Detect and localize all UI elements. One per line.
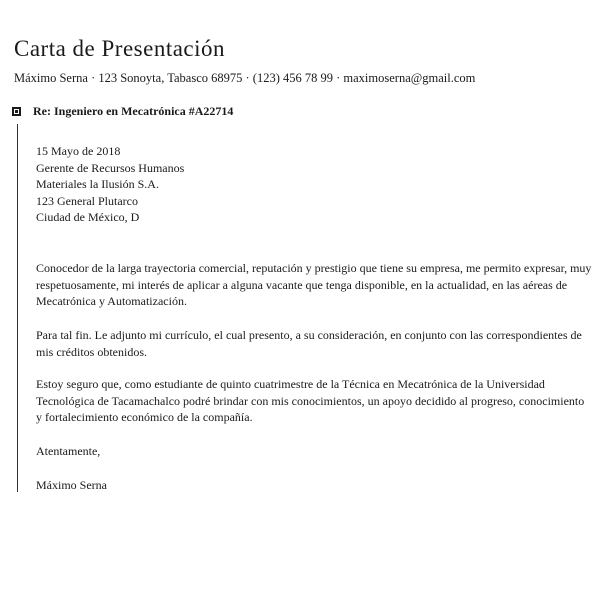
body-paragraph: Conocedor de la larga trayectoria comercial, reputación y prestigio que tiene su empresa, me permito expresar, muy respetuosamente, mi interés de aplicar a alguna vacante que tenga disponible, en la actualidad, en las aéreas de Mecatrónica y Automatización. — [36, 261, 592, 308]
recipient-street: 123 General Plutarco — [36, 193, 138, 208]
letter-date: 15 Mayo de 2018 — [36, 144, 121, 158]
closing: Atentamente, — [36, 444, 101, 458]
signature-name: Máximo Serna — [36, 478, 107, 492]
vertical-divider — [17, 124, 18, 492]
recipient-role: Gerente de Recursos Humanos — [36, 160, 185, 175]
contact-line: Máximo Serna · 123 Sonoyta, Tabasco 68975 · (123) 456 78 99 · maximoserna@gmail.com — [14, 71, 476, 85]
body-paragraph: Estoy seguro que, como estudiante de quinto cuatrimestre de la Técnica en Mecatrónica de la Universidad Tecnológica de Tacamachalco podré brindar con mis conocimientos, un apoyo decidido al progreso, conocimiento y fortalecimiento económico de la compañía. — [36, 377, 585, 424]
subject-line: Re: Ingeniero en Mecatrónica #A22714 — [33, 104, 234, 118]
body-paragraph: Para tal fin. Le adjunto mi currículo, el cual presento, a su consideración, en conjunto con las correspondientes de mis créditos obtenidos. — [36, 328, 582, 359]
square-bullet-icon — [12, 107, 21, 116]
letter-title: Carta de Presentación — [14, 36, 226, 61]
recipient-city: Ciudad de México, D — [36, 210, 140, 224]
recipient-block — [36, 143, 592, 226]
recipient-company: Materiales la Ilusión S.A. — [36, 177, 159, 191]
subject-row — [12, 104, 233, 119]
